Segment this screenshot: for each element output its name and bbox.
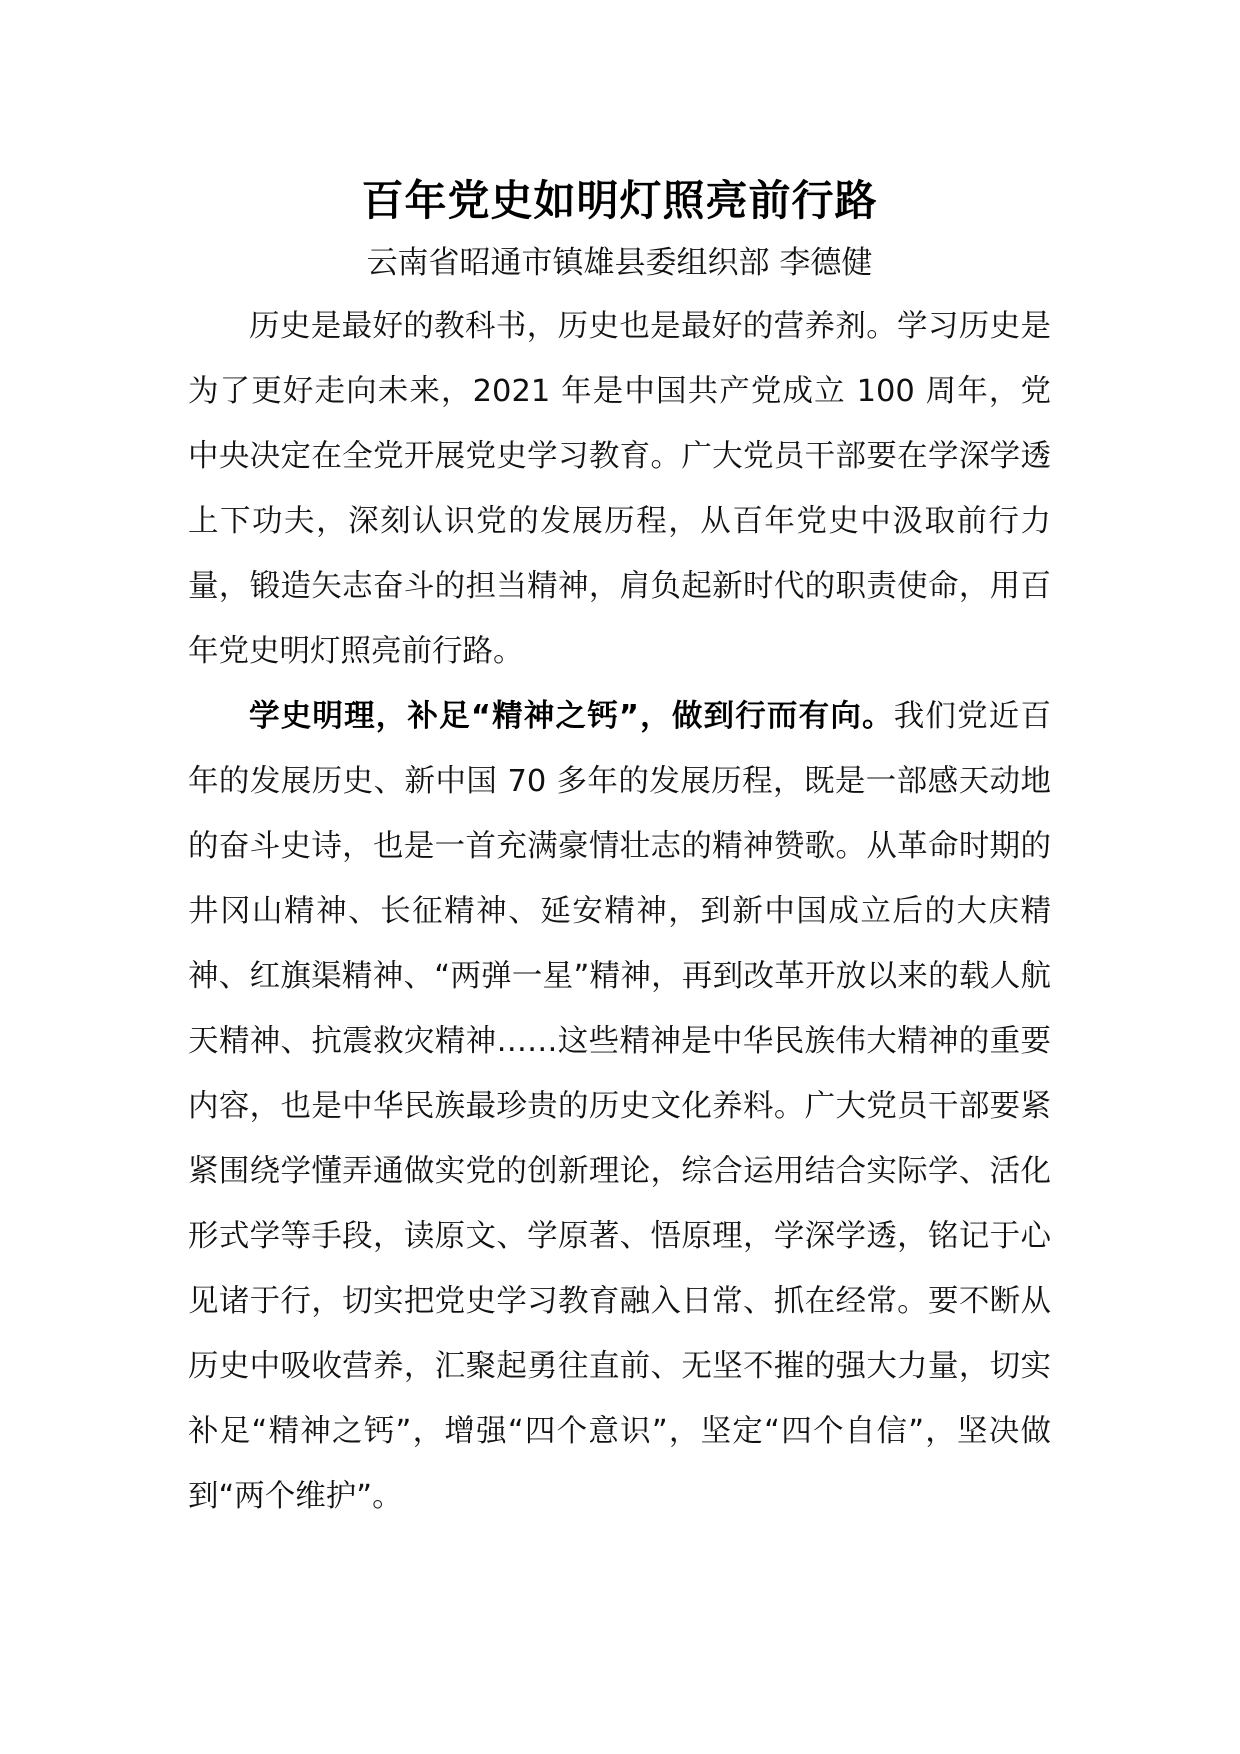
document-content [188, 170, 1051, 1529]
author-byline: 云南省昭通市镇雄县委组织部 李德健 [366, 245, 873, 281]
paragraph-intro-text: 历史是最好的教科书，历史也是最好的营养剂。学习历史是为了更好走向未来，2021 年是中国共产党成立 100 周年，党中央决定在全党开展党史学习教育。广大党员干部要在学深学透上下功夫，深刻认识党的发展历程，从百年党史中汲取前行力量，锻造矢志奋斗的担当精神，肩负起新时代的职责使命，用百年党史明灯照亮前行路。 [188, 309, 1051, 669]
paragraph-spirit [188, 684, 1051, 1529]
paragraph-spirit-text: 我们党近百年的发展历史、新中国 70 多年的发展历程，既是一部感天动地的奋斗史诗，也是一首充满豪情壮志的精神赞歌。从革命时期的井冈山精神、长征精神、延安精神，到新中国成立后的大庆精神、红旗渠精神、“两弹一星”精神，再到改革开放以来的载人航天精神、抗震救灾精神……这些精神是中华民族伟大精神的重要内容，也是中华民族最珍贵的历史文化养料。广大党员干部要紧紧围绕学懂弄通做实党的创新理论，综合运用结合实际学、活化形式学等手段，读原文、学原著、悟原理，学深学透，铭记于心见诸于行，切实把党史学习教育融入日常、抓在经常。要不断从历史中吸收营养，汇聚起勇往直前、无坚不摧的强大力量，切实补足“精神之钙”，增强“四个意识”，坚定“四个自信”，坚决做到“两个维护”。 [188, 699, 1052, 1514]
paragraph-spirit-lead: 学史明理，补足“精神之钙”，做到行而有向。 [249, 699, 894, 734]
paragraph-intro [188, 294, 1051, 684]
article-title: 百年党史如明灯照亮前行路 [361, 176, 878, 225]
